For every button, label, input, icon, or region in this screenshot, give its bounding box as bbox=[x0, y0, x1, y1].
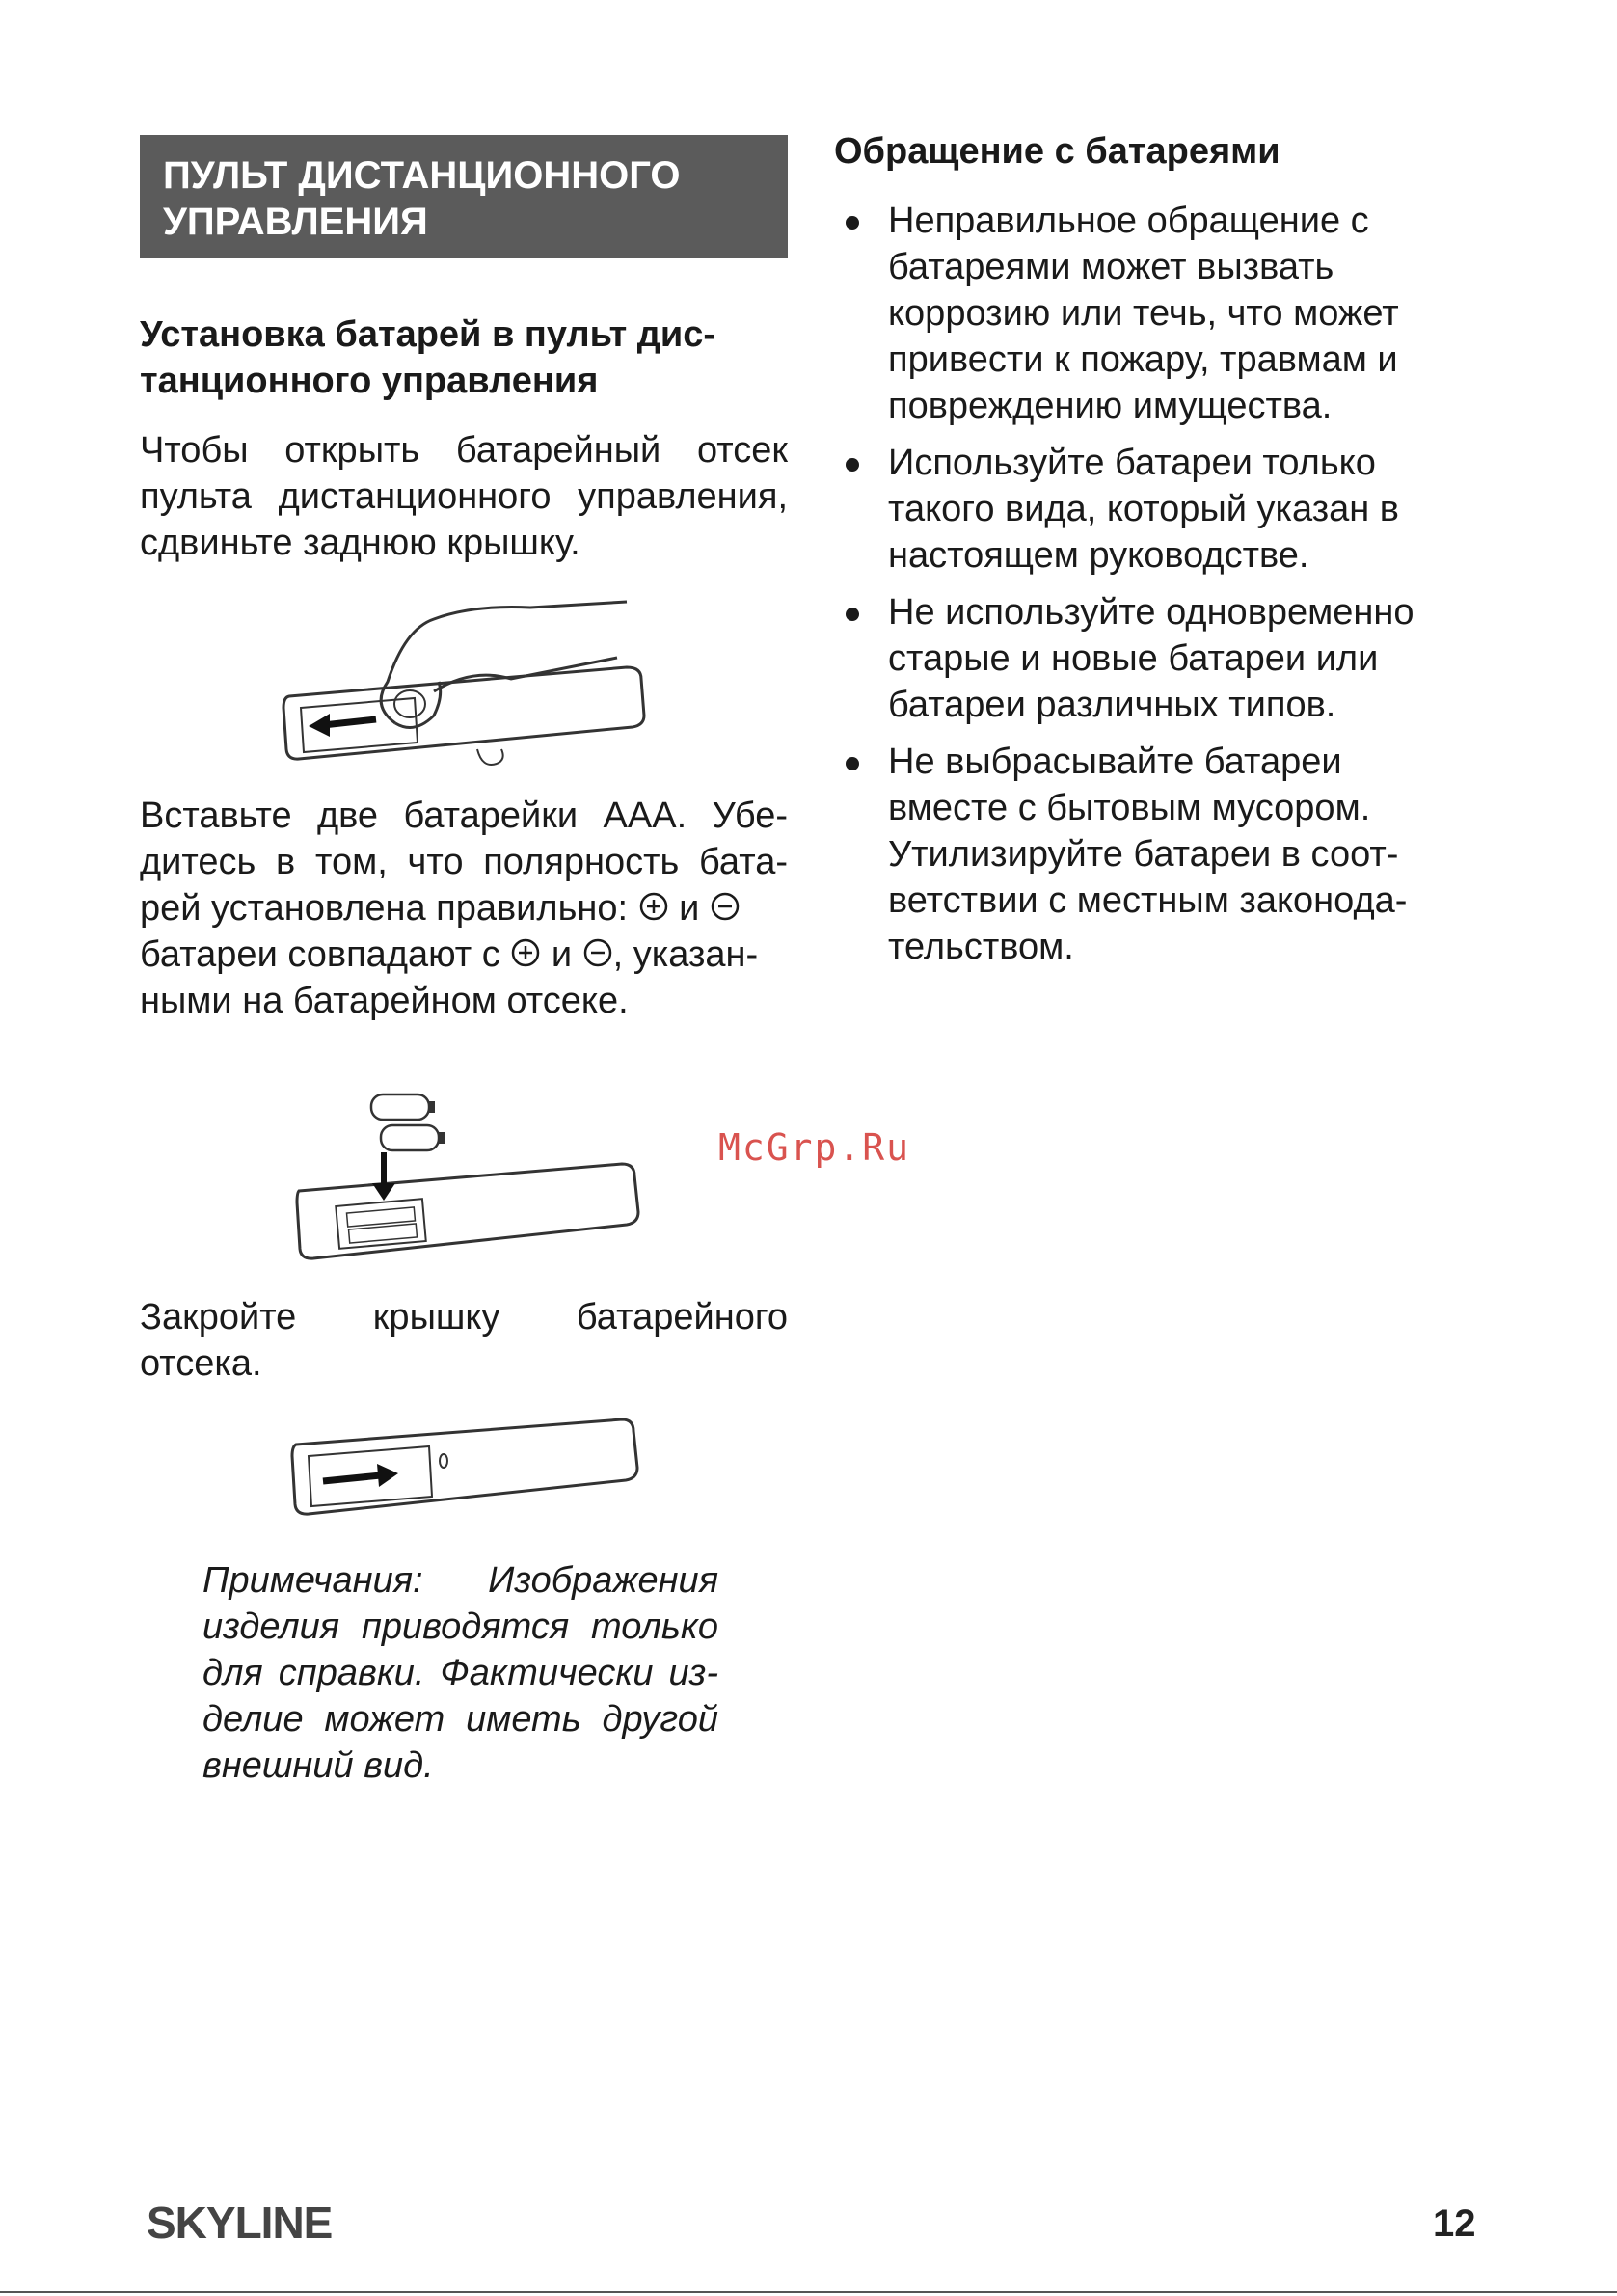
watermark: McGrp.Ru bbox=[718, 1126, 911, 1169]
battery-icon bbox=[371, 1094, 435, 1120]
list-item-line: старые и новые батареи или bbox=[888, 638, 1379, 679]
text-fragment: батареи совпадают с bbox=[140, 934, 511, 975]
insert-instructions bbox=[140, 793, 788, 1024]
text-line bbox=[140, 932, 788, 978]
text-fragment: рей установлена правильно: bbox=[140, 888, 638, 929]
bullet-icon bbox=[846, 216, 859, 230]
note-line: делие может иметь другой bbox=[202, 1699, 718, 1740]
text-line: ными на батарейном отсеке. bbox=[140, 981, 629, 1021]
list-item-line: батареями может вызвать bbox=[888, 247, 1334, 287]
minus-polarity-icon bbox=[582, 937, 613, 968]
list-item-line: Не выбрасывайте батареи bbox=[888, 742, 1342, 782]
list-item-line: тельством. bbox=[888, 927, 1074, 967]
text-line: отсека. bbox=[140, 1343, 262, 1384]
text-fragment: , указан- bbox=[612, 934, 759, 975]
bullet-icon bbox=[846, 608, 859, 621]
list-item-line: привести к пожару, травмам и bbox=[888, 339, 1398, 380]
list-item bbox=[834, 739, 1461, 970]
handling-title: Обращение с батареями bbox=[834, 131, 1280, 172]
list-item bbox=[834, 589, 1461, 728]
brand-logo: SKYLINE bbox=[147, 2198, 333, 2248]
note-line: Примечания: Изображения bbox=[202, 1560, 718, 1601]
bullet-icon bbox=[846, 757, 859, 770]
bottom-rule bbox=[0, 2291, 1617, 2293]
remote-open-cover-illustration bbox=[280, 590, 656, 773]
list-item-line: вместе с бытовым мусором. bbox=[888, 788, 1371, 828]
note-line: изделия приводятся только bbox=[202, 1607, 718, 1647]
handling-list bbox=[834, 198, 1461, 981]
install-title-line2: танционного управления bbox=[140, 361, 599, 401]
text-fragment: и bbox=[668, 888, 710, 929]
text-line: Вставьте две батарейки ААА. Убе- bbox=[140, 796, 788, 836]
text-line: сдвиньте заднюю крышку. bbox=[140, 523, 580, 563]
list-item-line: Не используйте одновременно bbox=[888, 592, 1415, 633]
close-instructions bbox=[140, 1294, 788, 1387]
section-header bbox=[140, 135, 788, 258]
text-line: дитесь в том, что полярность бата- bbox=[140, 842, 788, 882]
text-fragment: и bbox=[541, 934, 582, 975]
page-number: 12 bbox=[1433, 2202, 1476, 2245]
section-header-line1: ПУЛЬТ ДИСТАНЦИОННОГО bbox=[163, 154, 681, 197]
list-item bbox=[834, 198, 1461, 429]
note bbox=[202, 1557, 718, 1789]
section-header-line2: УПРАВЛЕНИЯ bbox=[163, 201, 428, 243]
list-item-line: батареи различных типов. bbox=[888, 685, 1336, 725]
list-item-line: Неправильное обращение с bbox=[888, 201, 1369, 241]
minus-polarity-icon bbox=[710, 891, 741, 922]
note-line: для справки. Фактически из- bbox=[202, 1653, 718, 1693]
battery-insert-illustration bbox=[289, 1085, 646, 1278]
list-item-line: ветствии с местным законода- bbox=[888, 880, 1408, 921]
bullet-icon bbox=[846, 458, 859, 472]
text-line: пульта дистанционного управления, bbox=[140, 476, 788, 517]
text-line: Закройте крышку батарейного bbox=[140, 1297, 788, 1337]
open-instructions bbox=[140, 427, 788, 566]
install-title bbox=[140, 311, 795, 404]
plus-polarity-icon bbox=[638, 891, 669, 922]
list-item bbox=[834, 440, 1461, 579]
note-line: внешний вид. bbox=[202, 1745, 434, 1786]
plus-polarity-icon bbox=[510, 937, 541, 968]
list-item-line: коррозию или течь, что может bbox=[888, 293, 1399, 334]
list-item-line: Используйте батареи только bbox=[888, 443, 1376, 483]
battery-icon bbox=[381, 1125, 445, 1150]
list-item-line: настоящем руководстве. bbox=[888, 535, 1309, 576]
remote-close-cover-illustration bbox=[284, 1408, 646, 1533]
text-line: Чтобы открыть батарейный отсек bbox=[140, 430, 788, 471]
list-item-line: Утилизируйте батареи в соот- bbox=[888, 834, 1399, 875]
install-title-line1: Установка батарей в пульт дис- bbox=[140, 314, 716, 355]
text-line bbox=[140, 885, 788, 932]
list-item-line: такого вида, который указан в bbox=[888, 489, 1399, 529]
list-item-line: повреждению имущества. bbox=[888, 386, 1333, 426]
